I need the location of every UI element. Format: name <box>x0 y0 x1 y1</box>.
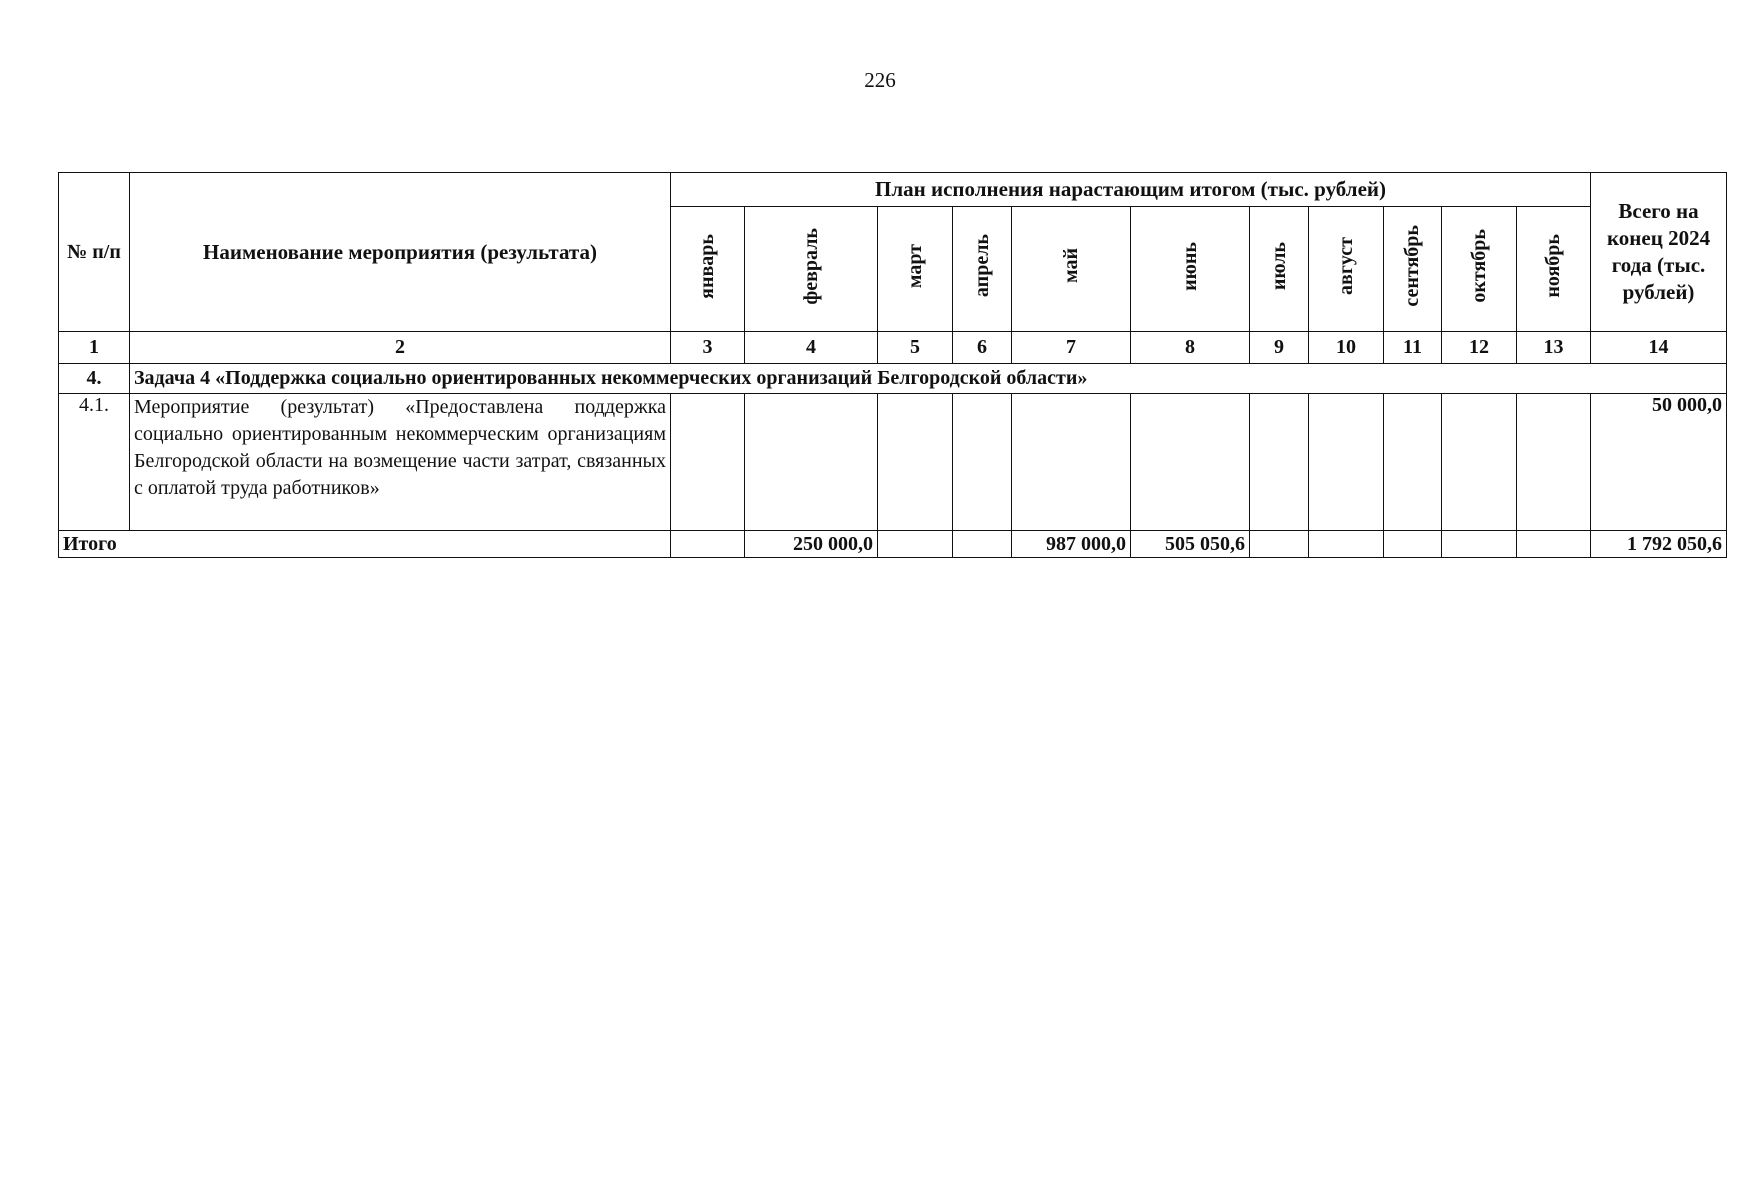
month-label: апрель <box>970 234 993 298</box>
month-label: октябрь <box>1467 229 1490 303</box>
month-may <box>1012 207 1131 332</box>
total-month-value <box>1309 531 1384 558</box>
month-label: февраль <box>799 227 822 305</box>
column-number: 10 <box>1309 332 1384 364</box>
grand-total: 1 792 050,6 <box>1591 531 1727 558</box>
month-august <box>1309 207 1384 332</box>
month-july <box>1250 207 1309 332</box>
month-label: июль <box>1267 241 1290 291</box>
total-month-value: 250 000,0 <box>745 531 878 558</box>
item-month-value <box>1309 394 1384 531</box>
plan-table <box>58 172 1727 558</box>
column-number: 2 <box>130 332 671 364</box>
header-plan-group: План исполнения нарастающим итогом (тыс. рублей) <box>671 173 1591 207</box>
column-number: 12 <box>1442 332 1517 364</box>
month-label: июнь <box>1178 241 1201 291</box>
column-number: 9 <box>1250 332 1309 364</box>
column-number: 4 <box>745 332 878 364</box>
column-number: 6 <box>953 332 1012 364</box>
month-label: август <box>1334 237 1357 295</box>
total-month-value <box>1250 531 1309 558</box>
item-month-value <box>1250 394 1309 531</box>
item-name: Мероприятие (результат) «Предоставлена поддержка социально ориентированным некоммерческим организациям Белгородской области на возмещение части затрат, связанных с оплатой труда работников» <box>130 394 671 531</box>
header-row <box>59 173 1727 207</box>
column-number: 3 <box>671 332 745 364</box>
total-month-value <box>1384 531 1442 558</box>
page-number: 226 <box>864 68 896 92</box>
column-number: 8 <box>1131 332 1250 364</box>
column-numbers-row <box>59 332 1727 364</box>
total-month-value <box>1517 531 1591 558</box>
month-october <box>1442 207 1517 332</box>
month-label: март <box>903 243 926 289</box>
item-month-value <box>1012 394 1131 531</box>
task-row <box>59 364 1727 394</box>
total-month-value <box>953 531 1012 558</box>
month-label: ноябрь <box>1542 234 1565 298</box>
item-month-value <box>745 394 878 531</box>
table-row <box>59 394 1727 531</box>
item-month-value <box>1517 394 1591 531</box>
total-month-value: 987 000,0 <box>1012 531 1131 558</box>
month-label: май <box>1059 248 1082 284</box>
total-label: Итого <box>59 531 671 558</box>
total-month-value <box>671 531 745 558</box>
column-number: 7 <box>1012 332 1131 364</box>
item-month-value <box>671 394 745 531</box>
header-name: Наименование мероприятия (результата) <box>130 173 671 332</box>
month-september <box>1384 207 1442 332</box>
column-number: 14 <box>1591 332 1727 364</box>
month-february <box>745 207 878 332</box>
total-row <box>59 531 1727 558</box>
header-total: Всего на конец 2024 года (тыс. рублей) <box>1591 173 1727 332</box>
total-month-value: 505 050,6 <box>1131 531 1250 558</box>
month-april <box>953 207 1012 332</box>
item-month-value <box>1131 394 1250 531</box>
month-label: сентябрь <box>1401 225 1423 307</box>
month-june <box>1131 207 1250 332</box>
item-total: 50 000,0 <box>1591 394 1727 531</box>
header-number: № п/п <box>59 173 130 332</box>
task-number: 4. <box>59 364 130 394</box>
total-month-value <box>878 531 953 558</box>
month-january <box>671 207 745 332</box>
month-march <box>878 207 953 332</box>
column-number: 5 <box>878 332 953 364</box>
column-number: 1 <box>59 332 130 364</box>
item-month-value <box>1384 394 1442 531</box>
month-november <box>1517 207 1591 332</box>
item-month-value <box>878 394 953 531</box>
item-month-value <box>953 394 1012 531</box>
total-month-value <box>1442 531 1517 558</box>
month-label: январь <box>696 233 718 299</box>
task-title: Задача 4 «Поддержка социально ориентированных некоммерческих организаций Белгородской области» <box>130 364 1727 394</box>
column-number: 11 <box>1384 332 1442 364</box>
column-number: 13 <box>1517 332 1591 364</box>
item-month-value <box>1442 394 1517 531</box>
item-number: 4.1. <box>59 394 130 531</box>
